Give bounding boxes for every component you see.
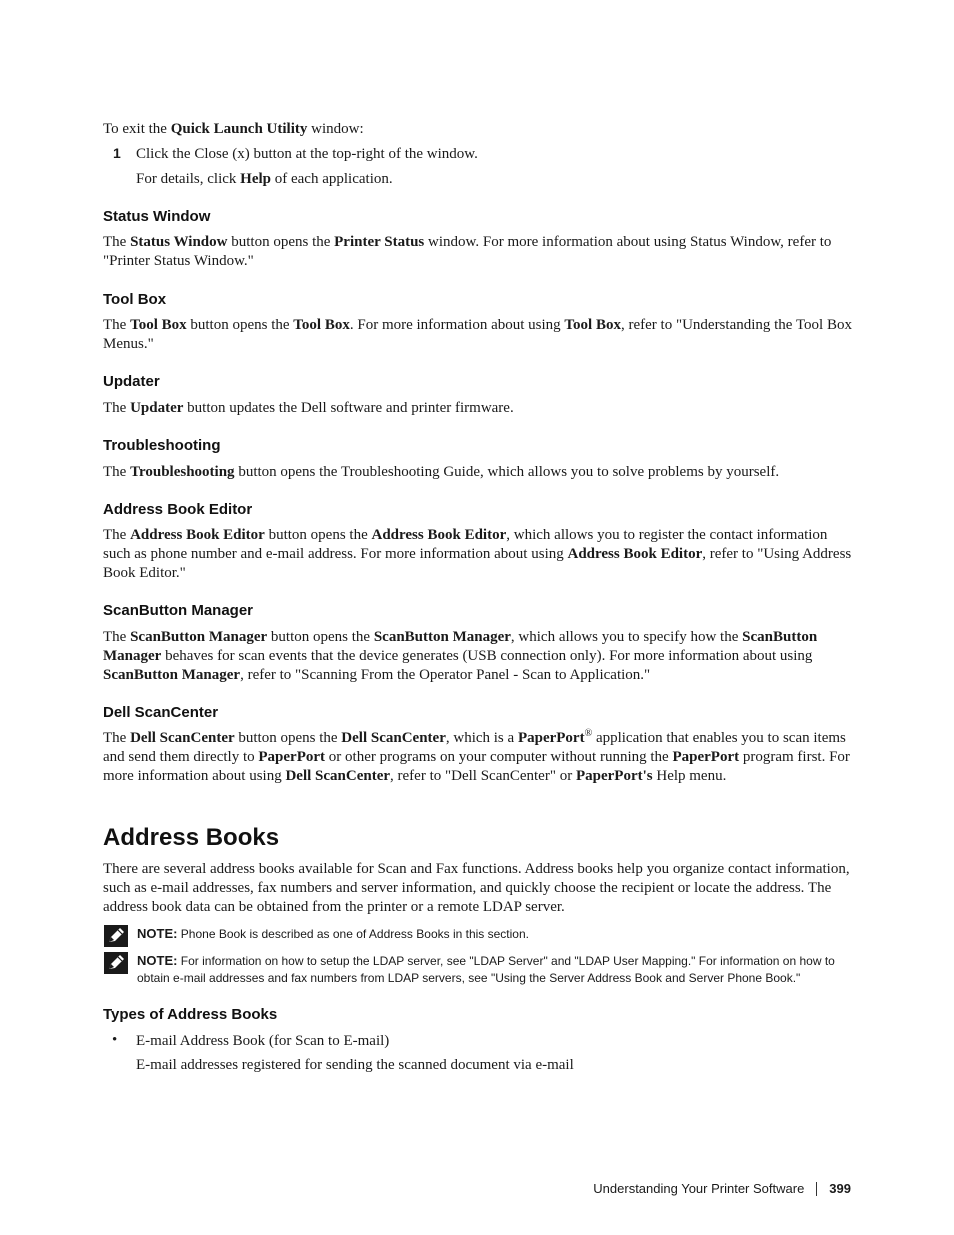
dell-scancenter-text: The Dell ScanCenter button opens the Dell ScanCenter, which is a PaperPort® application that enables you to scan items and send them directly to PaperPort or other programs on your computer without running the PaperPort program first. For more information about using Dell ScanCenter, refer to "Dell ScanCenter" or PaperPort's Help menu.	[103, 728, 850, 784]
heading-scanbutton-manager: ScanButton Manager	[103, 602, 254, 619]
heading-dell-scancenter: Dell ScanCenter	[103, 704, 219, 721]
note-pencil-icon	[104, 925, 128, 947]
heading-types-of-address-books: Types of Address Books	[103, 1006, 278, 1023]
list-item-text: E-mail Address Book (for Scan to E-mail)	[136, 1033, 390, 1049]
scanbutton-manager-text: The ScanButton Manager button opens the ScanButton Manager, which allows you to specify how the ScanButton Manager behaves for scan events that the device generates (USB connection only). For more information about using ScanButton Manager, refer to "Scanning From the Operator Panel - Scan to Application."	[103, 629, 818, 683]
tool-box-text: The Tool Box button opens the Tool Box. For more information about using Tool Box, refer to "Understanding the Tool Box Menus."	[103, 317, 852, 352]
exit-intro: To exit the Quick Launch Utility window:	[103, 121, 364, 137]
address-book-editor-text: The Address Book Editor button opens the Address Book Editor, which allows you to register the contact information such as phone number and e-mail address. For more information about using Address Book Editor, refer to "Using Address Book Editor."	[103, 527, 852, 581]
step-text: Click the Close (x) button at the top-right of the window.	[136, 146, 478, 162]
page-footer	[593, 1180, 851, 1198]
note-ldap: NOTE: For information on how to setup the LDAP server, see "LDAP Server" and "LDAP User Mapping." For information on how to obtain e-mail addresses and fax numbers from LDAP servers, see "Using the Server Address Book and Server Phone Book."	[103, 952, 853, 988]
step-number: 1	[113, 145, 121, 161]
heading-address-books: Address Books	[103, 824, 280, 851]
list-item-description: E-mail addresses registered for sending the scanned document via e-mail	[136, 1057, 574, 1073]
exit-details: For details, click Help of each application.	[136, 171, 393, 187]
troubleshooting-text: The Troubleshooting button opens the Troubleshooting Guide, which allows you to solve problems by yourself.	[103, 464, 780, 480]
heading-updater: Updater	[103, 373, 160, 390]
heading-tool-box: Tool Box	[103, 291, 167, 308]
heading-address-book-editor: Address Book Editor	[103, 501, 253, 518]
status-window-text: The Status Window button opens the Printer Status window. For more information about using Status Window, refer to "Printer Status Window."	[103, 234, 832, 269]
exit-step-1	[103, 145, 853, 165]
note-phone-book: NOTE: Phone Book is described as one of Address Books in this section.	[103, 925, 853, 947]
heading-troubleshooting: Troubleshooting	[103, 437, 221, 454]
page-number: 399	[829, 1181, 851, 1196]
note-pencil-icon	[104, 952, 128, 974]
heading-status-window: Status Window	[103, 208, 211, 225]
address-books-text: There are several address books available for Scan and Fax functions. Address books help you organize contact information, such as e-mail addresses, fax numbers and server information, and quickly choose the recipient or locate the address. The address book data can be obtained from the printer or a remote LDAP server.	[103, 861, 850, 915]
footer-section-title: Understanding Your Printer Software	[593, 1181, 805, 1196]
updater-text: The Updater button updates the Dell software and printer firmware.	[103, 400, 514, 416]
footer-divider	[816, 1182, 817, 1196]
bullet: •	[112, 1032, 118, 1048]
list-item	[103, 1032, 853, 1052]
